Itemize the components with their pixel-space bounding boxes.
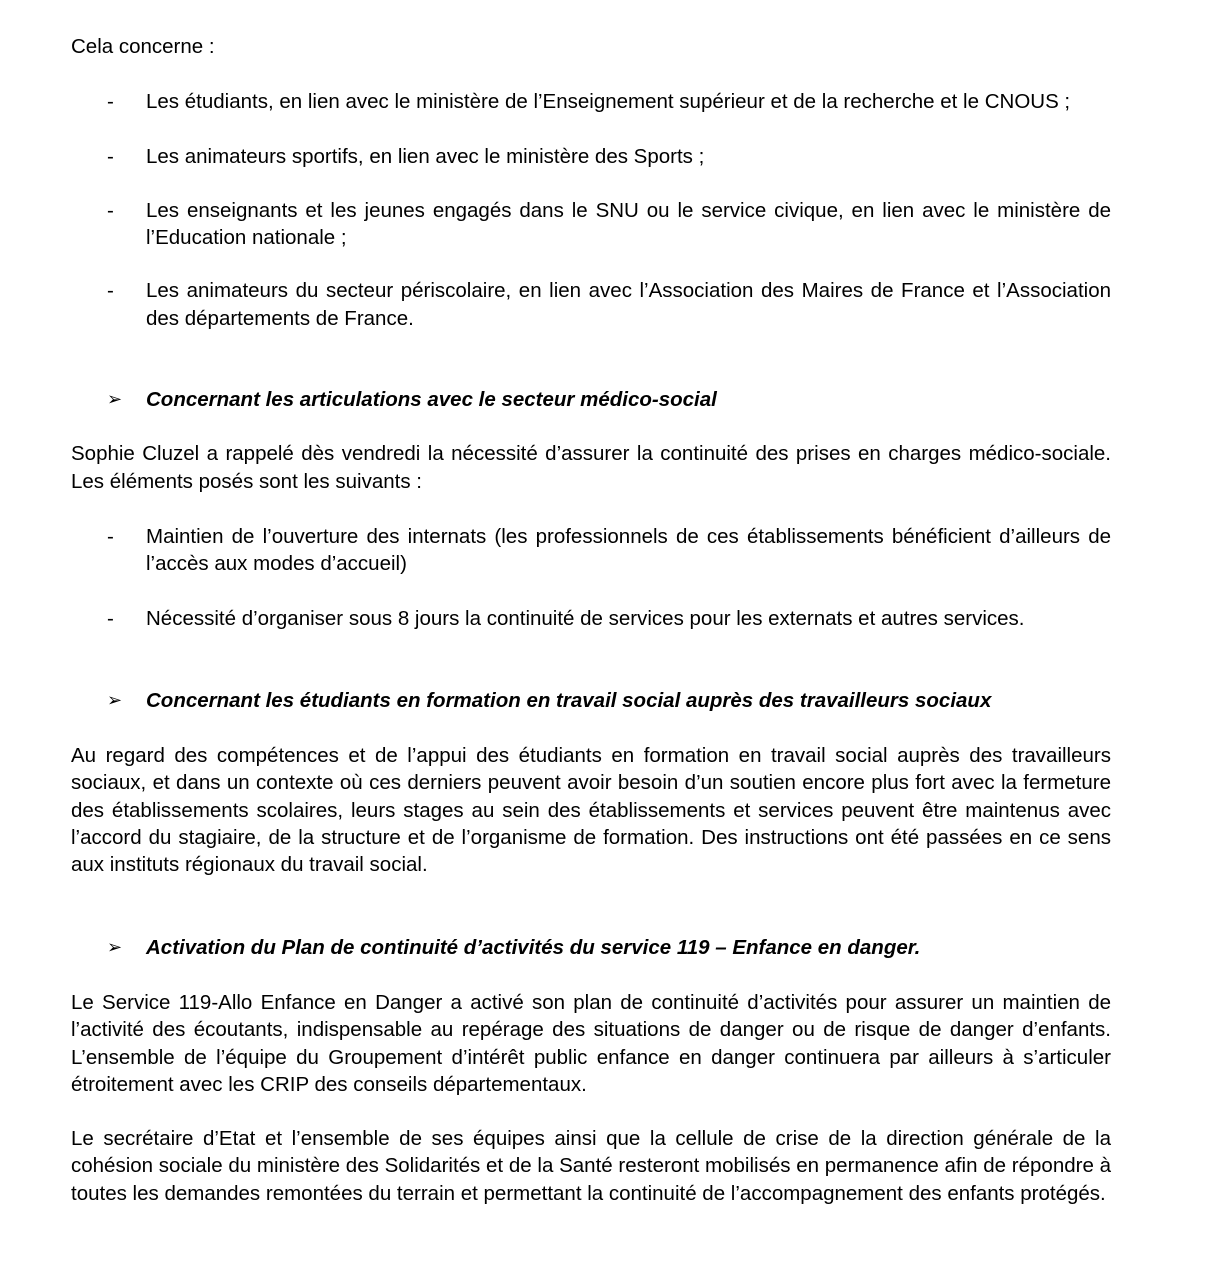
list-item-text: Les animateurs sportifs, en lien avec le ministère des Sports ; bbox=[146, 144, 705, 168]
service-119-paragraph: Le Service 119-Allo Enfance en Danger a activé son plan de continuité d’activités pour assurer un maintien de l’activité des écoutants, indispensable au repérage des situations de danger ou de risque de danger d’enfants. L’ensemble de l’équipe du Groupement d’intérêt public enfance en danger continuera par ailleurs à s’articuler étroitement avec les CRIP des conseils départementaux. bbox=[71, 990, 1111, 1096]
document-page bbox=[71, 33, 1111, 1207]
dash-bullet: - bbox=[107, 144, 114, 168]
concerned-groups-list bbox=[71, 88, 1111, 332]
section-heading-students bbox=[71, 687, 1111, 714]
section-heading-text: Concernant les articulations avec le secteur médico-social bbox=[146, 388, 717, 412]
list-item bbox=[71, 277, 1111, 332]
list-item-text: Maintien de l’ouverture des internats (les professionnels de ces établissements bénéficient d’ailleurs de l’accès aux modes d’accueil) bbox=[146, 524, 1111, 576]
list-item bbox=[71, 197, 1111, 252]
dash-bullet: - bbox=[107, 524, 114, 548]
arrow-bullet-icon: ➢ bbox=[107, 936, 123, 957]
section-heading-medico-social bbox=[71, 386, 1111, 413]
section-heading-119 bbox=[71, 934, 1111, 961]
list-item-text: Nécessité d’organiser sous 8 jours la continuité de services pour les externats et autres services. bbox=[146, 606, 1025, 630]
closing-paragraph: Le secrétaire d’Etat et l’ensemble de ses équipes ainsi que la cellule de crise de la direction générale de la cohésion sociale du ministère des Solidarités et de la Santé resteront mobilisés en permanence afin de répondre à toutes les demandes remontées du terrain et permettant la continuité de l’accompagnement des enfants protégés. bbox=[71, 1127, 1111, 1205]
list-item bbox=[71, 143, 1111, 170]
section-heading-text: Concernant les étudiants en formation en travail social auprès des travailleurs sociaux bbox=[146, 688, 992, 712]
medico-social-list bbox=[71, 523, 1111, 632]
list-item bbox=[71, 605, 1111, 632]
students-paragraph: Au regard des compétences et de l’appui des étudiants en formation en travail social auprès des travailleurs sociaux, et dans un contexte où ces derniers peuvent avoir besoin d’un soutien encore plus fort avec la fermeture des établissements scolaires, leurs stages au sein des établissements et services peuvent être maintenus avec l’accord du stagiaire, de la structure et de l’organisme de formation. Des instructions ont été passées en ce sens aux instituts régionaux du travail social. bbox=[71, 744, 1111, 877]
dash-bullet: - bbox=[107, 198, 114, 222]
dash-bullet: - bbox=[107, 90, 114, 114]
list-item-text: Les étudiants, en lien avec le ministère de l’Enseignement supérieur et de la recherche et le CNOUS ; bbox=[146, 90, 1071, 114]
list-item bbox=[71, 523, 1111, 578]
intro-text: Cela concerne : bbox=[71, 35, 215, 58]
arrow-bullet-icon: ➢ bbox=[107, 389, 123, 410]
dash-bullet: - bbox=[107, 279, 114, 303]
list-item-text: Les animateurs du secteur périscolaire, en lien avec l’Association des Maires de France et l’Association des départements de France. bbox=[146, 279, 1111, 330]
dash-bullet: - bbox=[107, 606, 114, 630]
list-item bbox=[71, 88, 1111, 115]
section-heading-text: Activation du Plan de continuité d’activités du service 119 – Enfance en danger. bbox=[146, 935, 921, 959]
list-item-text: Les enseignants et les jeunes engagés dans le SNU ou le service civique, en lien avec le ministère de l’Education nationale ; bbox=[146, 198, 1111, 250]
arrow-bullet-icon: ➢ bbox=[107, 689, 123, 710]
medico-social-paragraph: Sophie Cluzel a rappelé dès vendredi la nécessité d’assurer la continuité des prises en charges médico-sociale. Les éléments posés sont les suivants : bbox=[71, 442, 1111, 493]
